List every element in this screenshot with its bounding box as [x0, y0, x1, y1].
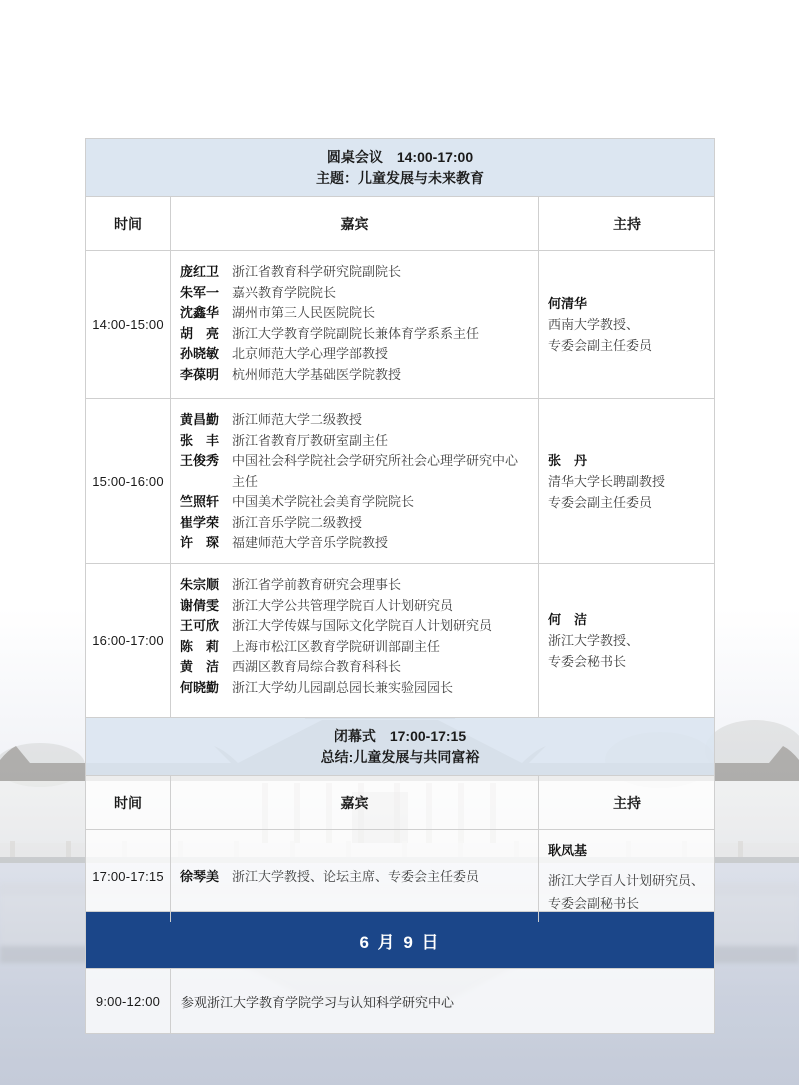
roundtable-header-band [86, 139, 714, 197]
date-banner: 6 月 9 日 [86, 912, 714, 969]
closing-subtitle: 总结:儿童发展与共同富裕 [320, 749, 480, 765]
guest-line [180, 492, 528, 513]
guest-name: 朱军一 [180, 284, 220, 300]
col-header-guests: 嘉宾 [171, 197, 539, 250]
guest-line [180, 657, 528, 678]
host-title-line: 浙江大学教授、 [548, 633, 640, 648]
visit-activity: 参观浙江大学教育学院学习与认知科学研究中心 [181, 994, 455, 1010]
guest-name: 黄 洁 [180, 659, 220, 674]
session-3-guests [171, 564, 539, 717]
col-header-host: 主持 [613, 794, 641, 811]
host-title-line: 清华大学长聘副教授 [548, 473, 666, 489]
guest-title: 上海市松江区教育学院研训部副主任 [232, 638, 441, 654]
closing-column-header-row [86, 776, 714, 830]
guest-line [180, 678, 528, 699]
guest-line [180, 344, 528, 365]
session-3-time: 16:00-17:00 [86, 564, 171, 717]
guest-name: 竺照轩 [180, 494, 220, 509]
guest-line [180, 637, 528, 658]
host-name: 张 丹 [548, 452, 588, 468]
guest-title: 浙江省教育厅教研室副主任 [232, 432, 389, 448]
column-header-row [86, 197, 714, 251]
guest-name: 崔学荣 [180, 514, 220, 530]
session-3-host [539, 564, 715, 717]
visit-time: 9:00-12:00 [86, 969, 171, 1033]
host-title-line: 专委会副秘书长 [548, 896, 640, 911]
guest-title: 浙江大学公共管理学院百人计划研究员 [232, 597, 454, 613]
col-header-time: 时间 [86, 776, 171, 829]
guest-title: 浙江师范大学二级教授 [232, 412, 363, 427]
guest-name: 朱宗顺 [180, 577, 220, 592]
session-row-1 [86, 251, 714, 399]
guest-title: 嘉兴教育学院院长 [232, 284, 337, 300]
guest-title: 浙江大学传媒与国际文化学院百人计划研究员 [232, 618, 493, 633]
guest-line [180, 431, 528, 452]
guest-name: 黄昌勤 [180, 412, 220, 427]
guest-line [180, 410, 528, 431]
guest-name: 王俊秀 [180, 453, 220, 468]
guest-title: 西湖区教育局综合教育科科长 [232, 659, 402, 674]
col-header-guests: 嘉宾 [171, 776, 539, 829]
roundtable-title: 圆桌会议 14:00-17:00 [326, 149, 474, 165]
guest-line [180, 596, 528, 617]
guest-title: 湖州市第三人民医院院长 [232, 305, 376, 320]
host-name: 耿凤基 [548, 843, 588, 858]
guest-line [180, 533, 528, 554]
guest-name: 许 琛 [180, 535, 220, 550]
host-title-line: 专委会副主任委员 [548, 338, 653, 353]
session-row-3 [86, 564, 714, 718]
host-title-line: 专委会秘书长 [548, 654, 627, 669]
guest-title: 浙江省教育科学研究院副院长 [232, 264, 402, 279]
guest-line [180, 324, 528, 345]
guest-title: 浙江大学教授、论坛主席、专委会主任委员 [232, 869, 480, 885]
guest-line [180, 283, 528, 304]
guest-name: 李葆明 [180, 366, 220, 382]
guest-name: 张 丰 [180, 432, 220, 448]
guest-title: 中国美术学院社会美育学院院长 [232, 494, 415, 509]
guest-title: 北京师范大学心理学部教授 [232, 346, 389, 361]
guest-name: 谢倩雯 [180, 597, 220, 613]
session-1-host [539, 251, 715, 398]
agenda-table [85, 138, 715, 1034]
col-header-host: 主持 [613, 215, 641, 232]
host-title-line: 专委会副主任委员 [548, 494, 653, 510]
guest-title: 浙江省学前教育研究会理事长 [232, 577, 402, 592]
closing-session-row [86, 830, 714, 912]
session-1-guests [171, 251, 539, 398]
guest-title: 浙江大学幼儿园副总园长兼实验园园长 [232, 679, 454, 695]
closing-title: 闭幕式 17:00-17:15 [333, 728, 467, 744]
guest-name: 何晓勤 [180, 679, 220, 695]
guest-name: 徐琴美 [180, 869, 220, 885]
guest-line [180, 575, 528, 596]
guest-name: 王可欣 [180, 618, 220, 633]
guest-line [180, 262, 528, 283]
closing-time: 17:00-17:15 [86, 830, 171, 922]
host-name: 何清华 [548, 296, 588, 311]
session-2-host [539, 399, 715, 563]
guest-line [180, 513, 528, 534]
guest-line [180, 867, 479, 888]
visit-row [86, 969, 714, 1033]
closing-host [539, 830, 715, 922]
session-row-2 [86, 399, 714, 564]
closing-header-band [86, 718, 714, 776]
host-title-line: 浙江大学百人计划研究员、 [548, 873, 705, 888]
guest-name: 庞红卫 [180, 264, 220, 279]
roundtable-subtitle: 主题：儿童发展与未来教育 [316, 170, 484, 186]
host-name: 何 洁 [548, 612, 588, 627]
session-2-guests [171, 399, 539, 563]
session-2-time: 15:00-16:00 [86, 399, 171, 563]
guest-line [180, 365, 528, 386]
guest-line [180, 303, 528, 324]
guest-title: 浙江大学教育学院副院长兼体育学系系主任 [232, 325, 480, 341]
closing-guest [171, 830, 539, 922]
guest-name: 沈鑫华 [180, 305, 220, 320]
guest-title: 浙江音乐学院二级教授 [232, 514, 363, 530]
guest-name: 胡 亮 [180, 325, 220, 341]
guest-title: 杭州师范大学基础医学院教授 [232, 366, 402, 382]
guest-name: 孙晓敏 [180, 346, 220, 361]
guest-title: 福建师范大学音乐学院教授 [232, 535, 389, 550]
col-header-time: 时间 [86, 197, 171, 250]
host-title-line: 西南大学教授、 [548, 317, 640, 332]
guest-title: 中国社会科学院社会学研究所社会心理学研究中心主任 [232, 453, 519, 489]
guest-name: 陈 莉 [180, 638, 220, 654]
guest-line [180, 616, 528, 637]
session-1-time: 14:00-15:00 [86, 251, 171, 398]
guest-line [180, 451, 528, 492]
